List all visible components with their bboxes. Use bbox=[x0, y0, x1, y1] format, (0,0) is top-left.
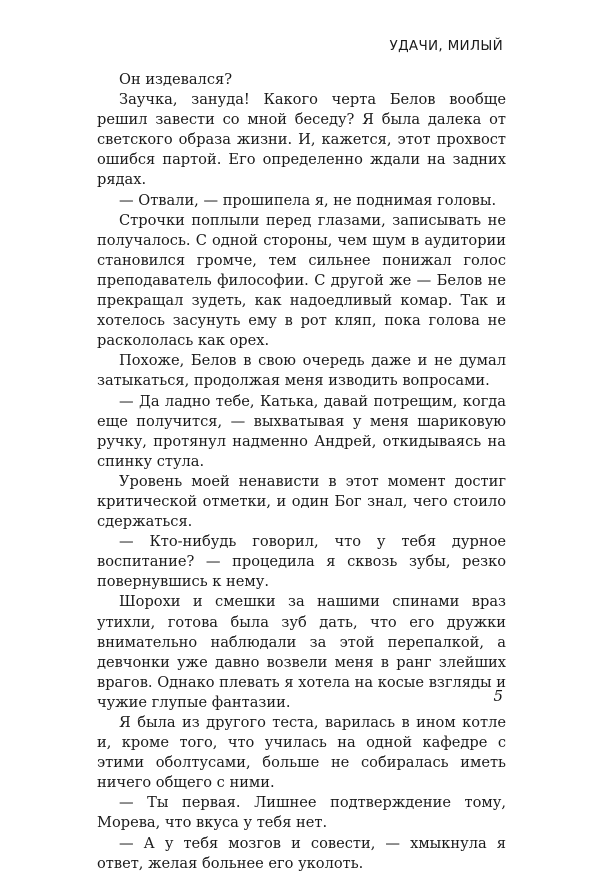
paragraph-5: Похоже, Белов в свою очередь даже и не думал затыкаться, продолжая меня изводить вопросами. bbox=[97, 352, 506, 390]
paragraph-12: — А у тебя мозгов и совести, — хмыкнула я ответ, желая больнее его уколоть. bbox=[97, 834, 506, 872]
paragraph-1: Он издевался? bbox=[119, 71, 233, 88]
page-body-text bbox=[97, 70, 506, 874]
paragraph-7: Уровень моей ненависти в этот момент достиг критической отметки, и один Бог знал, чего стоило сдержаться. bbox=[97, 472, 506, 531]
paragraph-11: — Ты первая. Лишнее подтверждение тому, Морева, что вкуса у тебя нет. bbox=[97, 794, 506, 832]
paragraph-3: — Отвали, — прошипела я, не поднимая головы. bbox=[119, 191, 497, 209]
page-number: 5 bbox=[493, 687, 503, 705]
paragraph-6: — Да ладно тебе, Катька, давай потрещим, когда еще получится, — выхватывая у меня шариковую ручку, протянул надменно Андрей, откидываясь на спинку стула. bbox=[97, 392, 506, 470]
paragraph-4: Строчки поплыли перед глазами, записывать не получалось. С одной стороны, чем шум в аудитории становился громче, тем сильнее понижал голос преподаватель философии. С другой же — Белов не прекращал зудеть, как надоедливый комар. Так и хотелось засунуть ему в рот кляп, пока голова не раскололась как орех. bbox=[97, 211, 506, 350]
paragraph-10: Я была из другого теста, варилась в ином котле и, кроме того, что училась на одной кафедре с этими оболтусами, больше не собиралась иметь ничего общего с ними. bbox=[97, 714, 506, 792]
paragraph-9: Шорохи и смешки за нашими спинами враз утихли, готова была зуб дать, что его дружки внимательно наблюдали за этой перепалкой, а девчонки уже давно возвели меня в ранг злейших врагов. Однако плевать я хотела на косые взгляды и чужие глупые фантазии. bbox=[97, 593, 506, 711]
paragraph-2: Заучка, зануда! Какого черта Белов вообще решил завести со мной беседу? Я была далека от светского образа жизни. И, кажется, этот прохвост ошибся партой. Его определенно ждали на задних рядах. bbox=[97, 91, 506, 189]
running-header-title: УДАЧИ, МИЛЫЙ bbox=[389, 38, 503, 54]
paragraph-8: — Кто-нибудь говорил, что у тебя дурное воспитание? — процедила я сквозь зубы, резко повернувшись к нему. bbox=[97, 533, 506, 591]
